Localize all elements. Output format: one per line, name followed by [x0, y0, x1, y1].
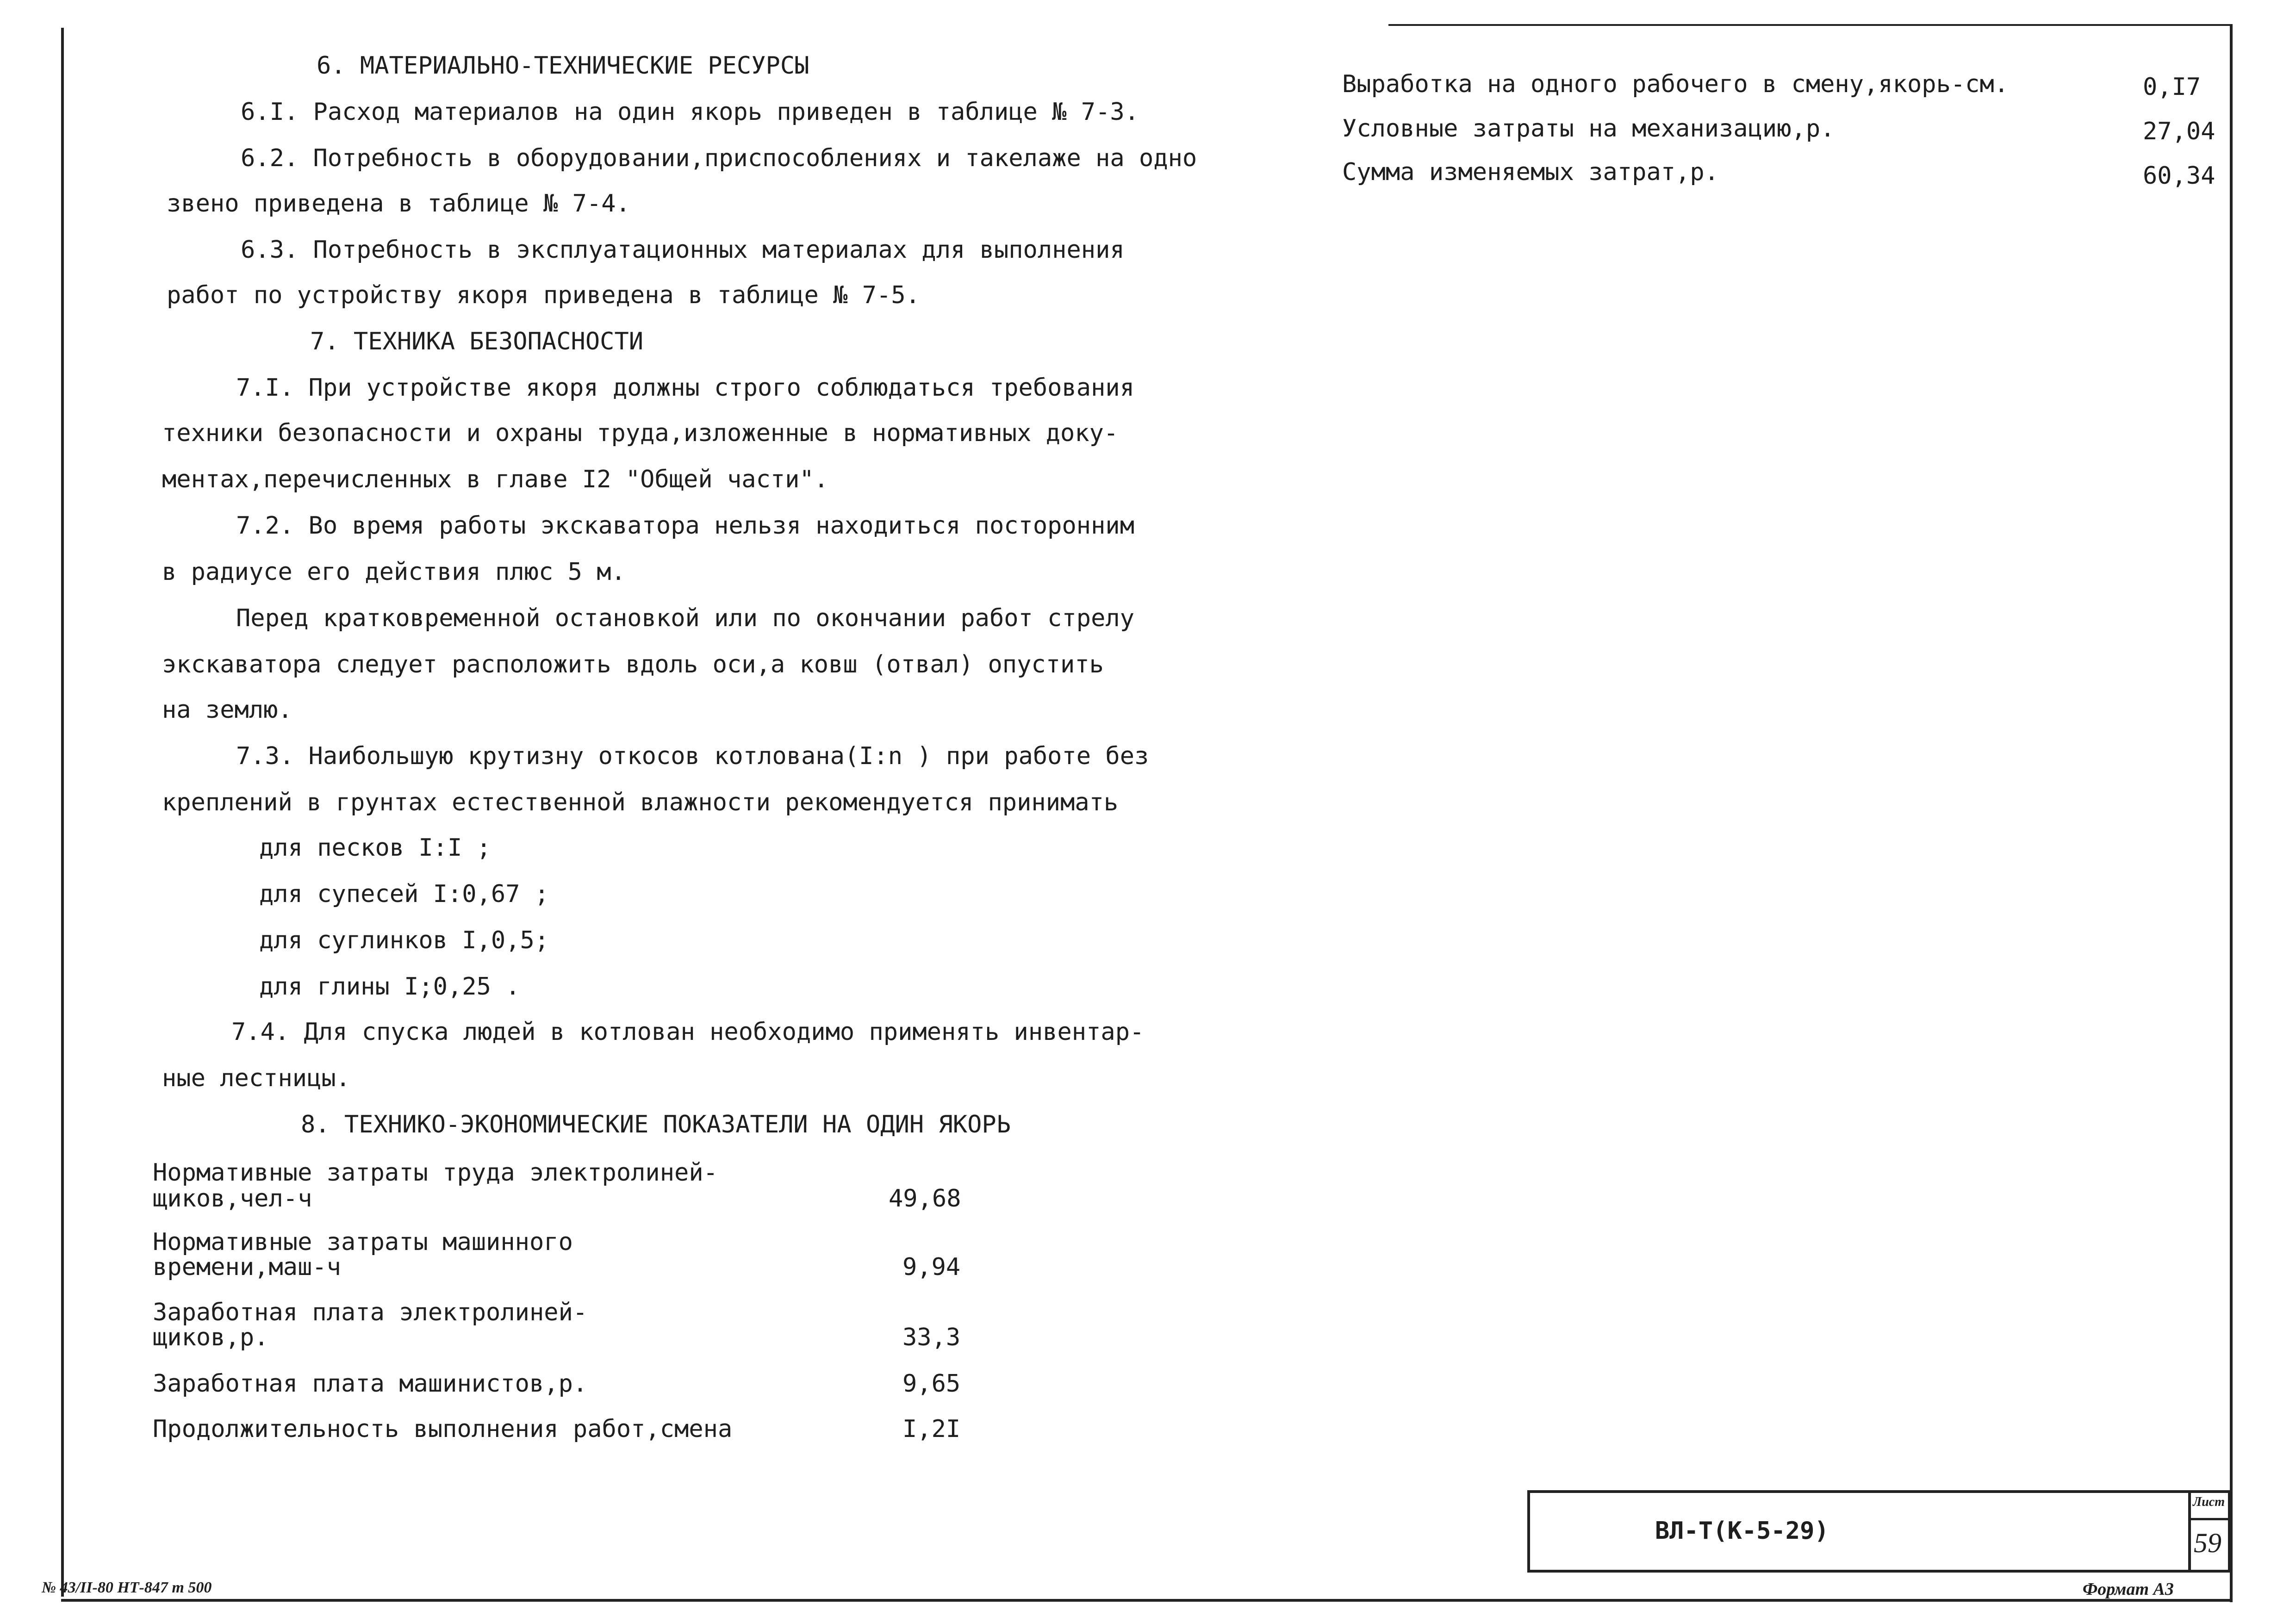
paragraph-6-2-line1: 6.2. Потребность в оборудовании,приспособлениях и такелаже на одно	[241, 144, 1197, 172]
sheet-number: 59	[2194, 1528, 2221, 1558]
indicator-value: 9,94	[902, 1253, 961, 1281]
paragraph-7-2-line3: Перед кратковременной остановкой или по окончании работ стрелу	[236, 604, 1135, 632]
title-block	[1527, 1490, 2231, 1573]
paragraph-7-3-line1: 7.3. Наибольшую крутизну откосов котлована(I:n ) при работе без	[236, 742, 1149, 770]
paragraph-6-3-line1: 6.3. Потребность в эксплуатационных материалах для выполнения	[241, 236, 1125, 264]
indicator-label: щиков,р.	[153, 1324, 269, 1351]
paragraph-7-2-line1: 7.2. Во время работы экскаватора нельзя находиться посторонним	[236, 512, 1135, 540]
right-row-label: Сумма изменяемых затрат,р.	[1342, 158, 1719, 186]
sheet-divider	[2191, 1518, 2231, 1520]
top-right-border	[1388, 24, 2231, 26]
indicator-value: 33,3	[902, 1324, 961, 1351]
right-row-value: 0,I7	[2143, 73, 2201, 101]
paragraph-7-3-line2: креплений в грунтах естественной влажности рекомендуется принимать	[162, 789, 1119, 816]
format-label: Формат А3	[2083, 1579, 2174, 1599]
right-border	[2230, 24, 2233, 1602]
paragraph-7-1-line2: техники безопасности и охраны труда,изложенные в нормативных доку-	[162, 419, 1119, 447]
document-code: ВЛ-Т(К-5-29)	[1655, 1517, 1829, 1545]
slope-list-item: для суглинков I,0,5;	[259, 927, 549, 954]
sheet-label: Лист	[2193, 1495, 2225, 1509]
right-row-value: 27,04	[2143, 118, 2215, 145]
slope-list-item: для глины I;0,25 .	[259, 973, 520, 1001]
section8-title: 8. ТЕХНИКО-ЭКОНОМИЧЕСКИЕ ПОКАЗАТЕЛИ НА ОДИН ЯКОРЬ	[301, 1111, 1011, 1138]
indicator-label: Заработная плата электролиней-	[153, 1299, 588, 1326]
paragraph-7-1-line3: ментах,перечисленных в главе I2 "Общей части".	[162, 466, 829, 493]
paragraph-6-3-line2: работ по устройству якоря приведена в таблице № 7-5.	[167, 281, 920, 309]
indicator-label: Заработная плата машинистов,р.	[153, 1370, 588, 1398]
sheet-cell	[2188, 1490, 2231, 1573]
indicator-label: Нормативные затраты труда электролиней-	[153, 1159, 718, 1187]
slope-list-item: для супесей I:0,67 ;	[259, 880, 549, 908]
paragraph-6-1: 6.I. Расход материалов на один якорь приведен в таблице № 7-3.	[241, 98, 1139, 126]
right-row-value: 60,34	[2143, 162, 2215, 190]
bottom-border	[61, 1599, 2233, 1602]
indicator-value: 9,65	[902, 1370, 961, 1398]
right-row-label: Условные затраты на механизацию,р.	[1342, 115, 1835, 143]
indicator-value: 49,68	[889, 1185, 961, 1213]
indicator-label: Нормативные затраты машинного	[153, 1228, 573, 1256]
section7-title: 7. ТЕХНИКА БЕЗОПАСНОСТИ	[310, 328, 644, 355]
slope-list-item: для песков I:I ;	[259, 834, 491, 862]
paragraph-7-2-line5: на землю.	[162, 696, 292, 724]
right-row-label: Выработка на одного рабочего в смену,якорь-см.	[1342, 70, 2009, 98]
paragraph-7-2-line2: в радиусе его действия плюс 5 м.	[162, 558, 626, 586]
indicator-label: Продолжительность выполнения работ,смена	[153, 1415, 733, 1443]
left-margin-line	[61, 28, 64, 1597]
section6-title: 6. МАТЕРИАЛЬНО-ТЕХНИЧЕСКИЕ РЕСУРСЫ	[317, 52, 809, 80]
footer-inventory-note: № 43/II-80 НТ-847 т 500	[42, 1579, 212, 1596]
indicator-label: времени,маш-ч	[153, 1253, 341, 1281]
indicator-label: щиков,чел-ч	[153, 1185, 312, 1213]
paragraph-7-4-line1: 7.4. Для спуска людей в котлован необходимо применять инвентар-	[231, 1018, 1145, 1046]
paragraph-7-1-line1: 7.I. При устройстве якоря должны строго соблюдаться требования	[236, 374, 1135, 402]
indicator-value: I,2I	[902, 1415, 961, 1443]
paragraph-7-2-line4: экскаватора следует расположить вдоль оси,а ковш (отвал) опустить	[162, 651, 1104, 678]
paragraph-6-2-line2: звено приведена в таблице № 7-4.	[167, 190, 630, 218]
paragraph-7-4-line2: ные лестницы.	[162, 1064, 350, 1092]
